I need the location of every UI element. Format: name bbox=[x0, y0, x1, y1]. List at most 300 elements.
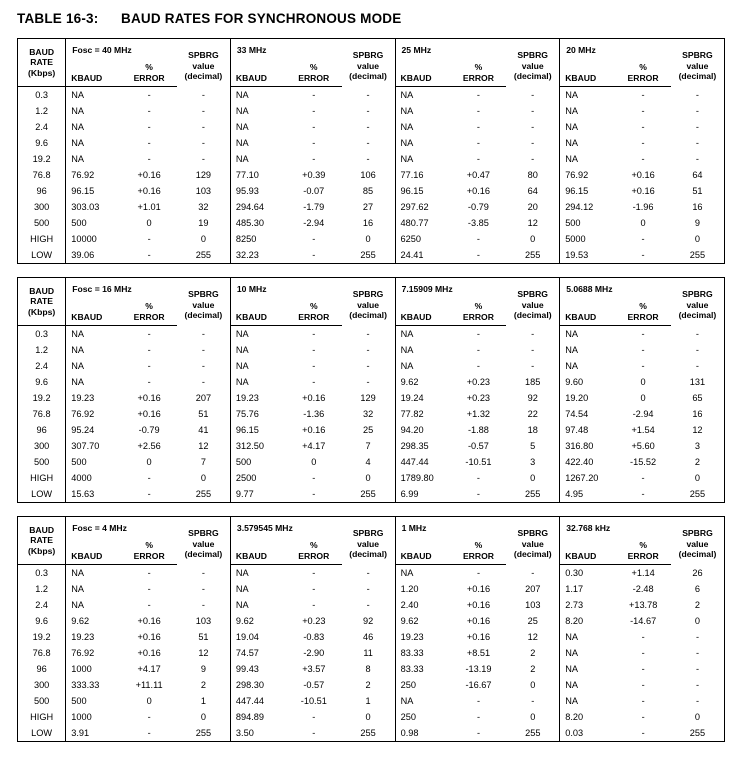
table-row bbox=[18, 438, 725, 454]
error-label-line: ERROR bbox=[627, 72, 659, 83]
table-row bbox=[18, 470, 725, 486]
oscillator-frequency-header: Fosc = 4 MHz bbox=[66, 517, 177, 534]
error-label-line: % bbox=[474, 301, 483, 311]
table-row bbox=[18, 422, 725, 438]
table-row bbox=[18, 597, 725, 613]
error-cell: -13.19 bbox=[465, 664, 492, 674]
kbaud-cell: NA bbox=[400, 138, 414, 148]
error-cell: - bbox=[312, 90, 316, 100]
spbrg-label-line: value bbox=[192, 538, 215, 549]
error-cell: -1.88 bbox=[467, 425, 489, 435]
baud-rate-cell: 96 bbox=[18, 183, 66, 199]
spbrg-cell: 255 bbox=[177, 247, 230, 264]
spbrg-cell: - bbox=[177, 342, 230, 358]
error-cell: - bbox=[451, 247, 507, 264]
error-cell: - bbox=[312, 584, 316, 594]
spbrg-cell: 92 bbox=[506, 390, 559, 406]
table-row bbox=[18, 661, 725, 677]
error-label-line: ERROR bbox=[298, 550, 330, 561]
kbaud-cell: NA bbox=[565, 122, 578, 132]
error-label-line: % bbox=[639, 301, 647, 311]
kbaud-cell: 1267.20 bbox=[565, 473, 599, 483]
spbrg-cell: 4 bbox=[342, 454, 395, 470]
spbrg-cell: 255 bbox=[506, 486, 559, 503]
error-cell: -0.79 bbox=[467, 202, 489, 212]
spbrg-cell: 255 bbox=[506, 725, 559, 742]
error-cell: - bbox=[312, 377, 316, 387]
baud-rate-cell: LOW bbox=[18, 247, 66, 264]
kbaud-cell: 5000 bbox=[565, 234, 586, 244]
error-cell: - bbox=[641, 696, 645, 706]
error-cell: - bbox=[147, 600, 151, 610]
kbaud-cell: NA bbox=[235, 361, 249, 371]
spbrg-cell: - bbox=[177, 135, 230, 151]
spbrg-cell: - bbox=[506, 358, 559, 374]
kbaud-cell: 480.77 bbox=[400, 218, 429, 228]
table-row bbox=[18, 629, 725, 645]
kbaud-cell: 250 bbox=[400, 680, 416, 690]
spbrg-cell: 64 bbox=[671, 167, 725, 183]
spbrg-cell: - bbox=[342, 87, 395, 104]
spbrg-cell: 2 bbox=[177, 677, 230, 693]
spbrg-cell: - bbox=[177, 374, 230, 390]
error-cell: -0.57 bbox=[467, 441, 489, 451]
error-cell: - bbox=[121, 486, 177, 503]
spbrg-cell: 0 bbox=[506, 231, 559, 247]
kbaud-cell: NA bbox=[235, 377, 249, 387]
spbrg-cell: - bbox=[342, 597, 395, 613]
kbaud-cell: NA bbox=[71, 106, 84, 116]
error-cell: - bbox=[312, 600, 316, 610]
spbrg-cell: - bbox=[342, 565, 395, 582]
spbrg-header bbox=[506, 278, 559, 326]
baud-rate-table bbox=[17, 38, 725, 264]
kbaud-cell: 9.62 bbox=[235, 616, 254, 626]
kbaud-cell: 39.06 bbox=[66, 247, 122, 264]
error-cell: - bbox=[286, 486, 342, 503]
error-cell: 0 bbox=[311, 457, 317, 467]
kbaud-cell: 77.16 bbox=[400, 170, 424, 180]
kbaud-cell: 307.70 bbox=[71, 441, 100, 451]
error-cell: - bbox=[451, 725, 507, 742]
baud-rate-cell: 9.6 bbox=[18, 135, 66, 151]
error-cell: -2.48 bbox=[632, 584, 654, 594]
spbrg-cell: - bbox=[177, 326, 230, 343]
kbaud-cell: NA bbox=[400, 106, 414, 116]
spbrg-label-line: SPBRG bbox=[517, 289, 548, 299]
error-cell: - bbox=[286, 247, 342, 264]
error-cell: - bbox=[147, 106, 151, 116]
error-cell: - bbox=[641, 138, 645, 148]
error-cell: - bbox=[147, 329, 151, 339]
spbrg-label-line: SPBRG bbox=[682, 528, 713, 538]
table-row bbox=[18, 725, 725, 742]
oscillator-frequency-header: 1 MHz bbox=[395, 517, 506, 534]
kbaud-cell: 447.44 bbox=[400, 457, 429, 467]
spbrg-cell: 0 bbox=[342, 709, 395, 725]
kbaud-cell: 15.63 bbox=[66, 486, 122, 503]
spbrg-label-line: value bbox=[686, 299, 709, 310]
kbaud-cell: 0.98 bbox=[395, 725, 451, 742]
error-cell: - bbox=[147, 568, 151, 578]
table-row bbox=[18, 677, 725, 693]
spbrg-cell: 0 bbox=[342, 231, 395, 247]
error-cell: +0.16 bbox=[137, 632, 161, 642]
baud-rate-cell: 2.4 bbox=[18, 119, 66, 135]
kbaud-cell: 294.64 bbox=[235, 202, 264, 212]
error-cell: +0.16 bbox=[631, 170, 655, 180]
spbrg-cell: - bbox=[177, 581, 230, 597]
kbaud-cell: 500 bbox=[71, 696, 87, 706]
error-cell: +0.16 bbox=[137, 616, 161, 626]
kbaud-cell: NA bbox=[71, 568, 85, 578]
spbrg-cell: 0 bbox=[671, 231, 725, 247]
kbaud-cell: 19.23 bbox=[71, 393, 95, 403]
spbrg-cell: - bbox=[177, 565, 230, 582]
table-row bbox=[18, 183, 725, 199]
table-row bbox=[18, 167, 725, 183]
kbaud-cell: 1.17 bbox=[565, 584, 584, 594]
error-cell: - bbox=[476, 329, 480, 339]
kbaud-cell: 97.48 bbox=[565, 425, 589, 435]
spbrg-cell: - bbox=[342, 342, 395, 358]
kbaud-cell: 19.23 bbox=[400, 632, 424, 642]
spbrg-cell: - bbox=[506, 103, 559, 119]
error-cell: -2.94 bbox=[303, 218, 325, 228]
spbrg-cell: - bbox=[506, 151, 559, 167]
table-row bbox=[18, 486, 725, 503]
baud-rate-cell: 1.2 bbox=[18, 103, 66, 119]
spbrg-label-line: value bbox=[357, 538, 380, 549]
kbaud-cell: 303.03 bbox=[71, 202, 100, 212]
kbaud-cell: 9.62 bbox=[400, 616, 419, 626]
baud-rate-cell: 2.4 bbox=[18, 597, 66, 613]
baud-rate-cell: 76.8 bbox=[18, 645, 66, 661]
kbaud-cell: 500 bbox=[565, 218, 581, 228]
spbrg-cell: - bbox=[342, 581, 395, 597]
spbrg-header bbox=[671, 517, 725, 565]
error-label-line: % bbox=[145, 62, 153, 72]
error-cell: - bbox=[147, 473, 151, 483]
kbaud-cell: 19.20 bbox=[565, 393, 589, 403]
error-cell: +0.16 bbox=[137, 393, 161, 403]
kbaud-cell: 19.04 bbox=[235, 632, 259, 642]
error-cell: - bbox=[476, 361, 480, 371]
error-cell: - bbox=[147, 122, 151, 132]
kbaud-cell: 77.10 bbox=[235, 170, 259, 180]
error-label-line: % bbox=[474, 62, 483, 72]
spbrg-cell: 0 bbox=[177, 470, 230, 486]
error-cell: +0.16 bbox=[631, 186, 655, 196]
error-cell: -0.57 bbox=[303, 680, 325, 690]
error-cell: +0.47 bbox=[466, 170, 491, 180]
error-header bbox=[286, 533, 342, 565]
spbrg-cell: 0 bbox=[506, 709, 559, 725]
error-cell: +0.16 bbox=[137, 170, 161, 180]
baud-rate-tables bbox=[17, 38, 725, 755]
spbrg-label-line: (decimal) bbox=[184, 71, 223, 81]
spbrg-cell: 5 bbox=[506, 438, 559, 454]
kbaud-cell: 96.15 bbox=[71, 186, 95, 196]
spbrg-cell: 12 bbox=[506, 215, 559, 231]
error-header bbox=[615, 533, 671, 565]
table-row bbox=[18, 693, 725, 709]
spbrg-cell: - bbox=[506, 342, 559, 358]
table-row bbox=[18, 374, 725, 390]
kbaud-cell: 2.40 bbox=[400, 600, 419, 610]
table-title bbox=[17, 11, 401, 26]
spbrg-label-line: (decimal) bbox=[678, 310, 717, 320]
error-cell: - bbox=[147, 712, 151, 722]
spbrg-label-line: (decimal) bbox=[349, 71, 387, 81]
spbrg-cell: 46 bbox=[342, 629, 395, 645]
spbrg-cell: 0 bbox=[671, 470, 725, 486]
spbrg-cell: 103 bbox=[177, 183, 230, 199]
error-label-line: ERROR bbox=[133, 72, 165, 83]
spbrg-cell: 207 bbox=[506, 581, 559, 597]
kbaud-cell: 19.53 bbox=[560, 247, 616, 264]
error-cell: - bbox=[147, 90, 151, 100]
spbrg-cell: 255 bbox=[342, 486, 395, 503]
error-cell: +1.01 bbox=[137, 202, 161, 212]
table-row bbox=[18, 454, 725, 470]
kbaud-cell: 99.43 bbox=[235, 664, 259, 674]
kbaud-cell: 9.60 bbox=[565, 377, 584, 387]
spbrg-cell: - bbox=[671, 677, 725, 693]
table-row bbox=[18, 709, 725, 725]
baud-rate-cell: 19.2 bbox=[18, 629, 66, 645]
baud-rate-cell: 19.2 bbox=[18, 390, 66, 406]
kbaud-cell: NA bbox=[235, 90, 249, 100]
spbrg-cell: - bbox=[671, 326, 725, 343]
error-header bbox=[286, 55, 342, 87]
spbrg-cell: 9 bbox=[177, 661, 230, 677]
baud-rate-header bbox=[18, 278, 66, 326]
error-cell: -1.79 bbox=[303, 202, 325, 212]
error-cell: - bbox=[312, 473, 316, 483]
baud-rate-cell: LOW bbox=[18, 486, 66, 503]
spbrg-cell: 255 bbox=[671, 725, 725, 742]
baud-rate-header bbox=[18, 39, 66, 87]
baud-rate-cell: 2.4 bbox=[18, 358, 66, 374]
kbaud-cell: 1.20 bbox=[400, 584, 419, 594]
kbaud-cell: NA bbox=[235, 568, 249, 578]
table-row bbox=[18, 613, 725, 629]
spbrg-cell: 51 bbox=[177, 629, 230, 645]
error-cell: -0.07 bbox=[303, 186, 325, 196]
baud-rate-cell: 300 bbox=[18, 438, 66, 454]
error-cell: - bbox=[476, 696, 481, 706]
kbaud-cell: 76.92 bbox=[71, 170, 95, 180]
spbrg-header bbox=[506, 517, 559, 565]
spbrg-cell: 1 bbox=[177, 693, 230, 709]
error-cell: +0.16 bbox=[466, 632, 491, 642]
spbrg-cell: - bbox=[177, 103, 230, 119]
baud-label-line: BAUD bbox=[29, 46, 55, 57]
kbaud-header: KBAUD bbox=[395, 533, 451, 565]
spbrg-cell: 2 bbox=[342, 677, 395, 693]
error-cell: - bbox=[476, 106, 480, 116]
kbaud-cell: NA bbox=[71, 122, 84, 132]
kbaud-cell: 96.15 bbox=[565, 186, 589, 196]
error-cell: - bbox=[147, 584, 151, 594]
kbaud-cell: NA bbox=[400, 154, 414, 164]
spbrg-cell: 103 bbox=[506, 597, 559, 613]
spbrg-label-line: SPBRG bbox=[517, 528, 549, 538]
error-label-line: ERROR bbox=[298, 311, 330, 322]
spbrg-label-line: value bbox=[521, 299, 544, 310]
error-cell: +8.51 bbox=[466, 648, 491, 658]
kbaud-cell: 9.62 bbox=[400, 377, 419, 387]
spbrg-cell: 7 bbox=[342, 438, 395, 454]
baud-label-line: RATE bbox=[30, 57, 53, 68]
error-label-line: % bbox=[309, 301, 318, 311]
baud-rate-cell: LOW bbox=[18, 725, 66, 742]
spbrg-label-line: SPBRG bbox=[682, 289, 713, 299]
spbrg-label-line: SPBRG bbox=[352, 528, 384, 538]
spbrg-cell: 12 bbox=[177, 438, 230, 454]
spbrg-header bbox=[342, 517, 395, 565]
spbrg-label-line: (decimal) bbox=[184, 310, 223, 320]
spbrg-cell: - bbox=[342, 119, 395, 135]
error-cell: - bbox=[312, 361, 316, 371]
spbrg-cell: 1 bbox=[342, 693, 395, 709]
spbrg-cell: - bbox=[671, 151, 725, 167]
spbrg-header bbox=[671, 39, 725, 87]
baud-label-line: RATE bbox=[30, 296, 53, 307]
spbrg-header bbox=[506, 39, 559, 87]
spbrg-cell: 131 bbox=[671, 374, 725, 390]
kbaud-cell: 4000 bbox=[71, 473, 92, 483]
kbaud-cell: 96.15 bbox=[235, 425, 259, 435]
kbaud-cell: NA bbox=[400, 122, 414, 132]
spbrg-cell: 3 bbox=[671, 438, 725, 454]
error-cell: +0.16 bbox=[137, 409, 161, 419]
table-row bbox=[18, 151, 725, 167]
error-cell: - bbox=[121, 725, 177, 742]
error-cell: -1.96 bbox=[632, 202, 654, 212]
kbaud-cell: 0.03 bbox=[560, 725, 616, 742]
error-header bbox=[615, 55, 671, 87]
kbaud-cell: 95.24 bbox=[71, 425, 95, 435]
spbrg-cell: 16 bbox=[342, 215, 395, 231]
kbaud-cell: 9.77 bbox=[230, 486, 286, 503]
spbrg-cell: - bbox=[342, 374, 395, 390]
error-cell: -15.52 bbox=[630, 457, 657, 467]
error-cell: - bbox=[312, 138, 316, 148]
error-cell: - bbox=[476, 90, 480, 100]
table-row bbox=[18, 87, 725, 104]
table-row bbox=[18, 358, 725, 374]
spbrg-cell: 65 bbox=[671, 390, 725, 406]
kbaud-cell: 8250 bbox=[235, 234, 257, 244]
spbrg-cell: 27 bbox=[342, 199, 395, 215]
kbaud-header: KBAUD bbox=[230, 55, 286, 87]
error-cell: - bbox=[476, 154, 480, 164]
spbrg-label-line: SPBRG bbox=[682, 50, 713, 60]
error-label-line: % bbox=[309, 62, 318, 72]
baud-rate-cell: 96 bbox=[18, 661, 66, 677]
kbaud-cell: NA bbox=[400, 90, 414, 100]
kbaud-header: KBAUD bbox=[395, 294, 451, 326]
error-cell: 0 bbox=[146, 457, 152, 467]
spbrg-cell: 16 bbox=[671, 406, 725, 422]
spbrg-header bbox=[342, 278, 395, 326]
kbaud-cell: 8.20 bbox=[565, 616, 584, 626]
spbrg-cell: - bbox=[671, 645, 725, 661]
error-cell: - bbox=[312, 329, 316, 339]
kbaud-cell: 75.76 bbox=[235, 409, 259, 419]
baud-rate-header bbox=[18, 517, 66, 565]
error-cell: 0 bbox=[640, 393, 646, 403]
table-row bbox=[18, 565, 725, 582]
kbaud-cell: 6250 bbox=[400, 234, 421, 244]
kbaud-cell: NA bbox=[71, 361, 85, 371]
kbaud-cell: 74.57 bbox=[235, 648, 259, 658]
kbaud-cell: 2500 bbox=[235, 473, 257, 483]
error-cell: - bbox=[312, 234, 316, 244]
error-cell: - bbox=[615, 725, 671, 742]
spbrg-cell: 12 bbox=[177, 645, 230, 661]
baud-rate-cell: 1.2 bbox=[18, 581, 66, 597]
table-row bbox=[18, 406, 725, 422]
kbaud-cell: 312.50 bbox=[235, 441, 264, 451]
spbrg-cell: - bbox=[671, 358, 725, 374]
baud-rate-table bbox=[17, 277, 725, 503]
kbaud-header: KBAUD bbox=[66, 294, 122, 326]
spbrg-cell: 19 bbox=[177, 215, 230, 231]
spbrg-label-line: (decimal) bbox=[184, 549, 223, 559]
error-cell: -10.51 bbox=[300, 696, 327, 706]
kbaud-cell: 74.54 bbox=[565, 409, 589, 419]
spbrg-cell: 129 bbox=[177, 167, 230, 183]
baud-rate-cell: HIGH bbox=[18, 231, 66, 247]
error-header bbox=[286, 294, 342, 326]
spbrg-cell: 85 bbox=[342, 183, 395, 199]
spbrg-cell: 2 bbox=[506, 645, 559, 661]
error-cell: - bbox=[312, 345, 316, 355]
kbaud-cell: NA bbox=[71, 329, 85, 339]
spbrg-label-line: (decimal) bbox=[678, 549, 717, 559]
spbrg-cell: 106 bbox=[342, 167, 395, 183]
kbaud-cell: 76.92 bbox=[565, 170, 589, 180]
baud-rate-cell: 0.3 bbox=[18, 326, 66, 343]
kbaud-cell: NA bbox=[565, 632, 579, 642]
table-row bbox=[18, 247, 725, 264]
error-cell: - bbox=[641, 664, 645, 674]
error-cell: - bbox=[641, 473, 645, 483]
kbaud-cell: 6.99 bbox=[395, 486, 451, 503]
error-label-line: ERROR bbox=[462, 550, 494, 561]
error-cell: - bbox=[641, 106, 645, 116]
oscillator-frequency-header: 25 MHz bbox=[395, 39, 506, 56]
kbaud-cell: NA bbox=[565, 648, 579, 658]
kbaud-cell: NA bbox=[565, 361, 578, 371]
spbrg-label-line: (decimal) bbox=[513, 71, 552, 81]
oscillator-frequency-header: 7.15909 MHz bbox=[395, 278, 506, 295]
spbrg-cell: 25 bbox=[342, 422, 395, 438]
spbrg-header bbox=[342, 39, 395, 87]
error-cell: +0.39 bbox=[302, 170, 326, 180]
error-cell: - bbox=[641, 154, 645, 164]
spbrg-cell: 103 bbox=[177, 613, 230, 629]
baud-rate-cell: 300 bbox=[18, 677, 66, 693]
spbrg-cell: 51 bbox=[671, 183, 725, 199]
kbaud-cell: NA bbox=[235, 138, 249, 148]
kbaud-cell: NA bbox=[235, 154, 249, 164]
table-number: TABLE 16-3: bbox=[17, 11, 99, 26]
spbrg-header bbox=[177, 278, 230, 326]
